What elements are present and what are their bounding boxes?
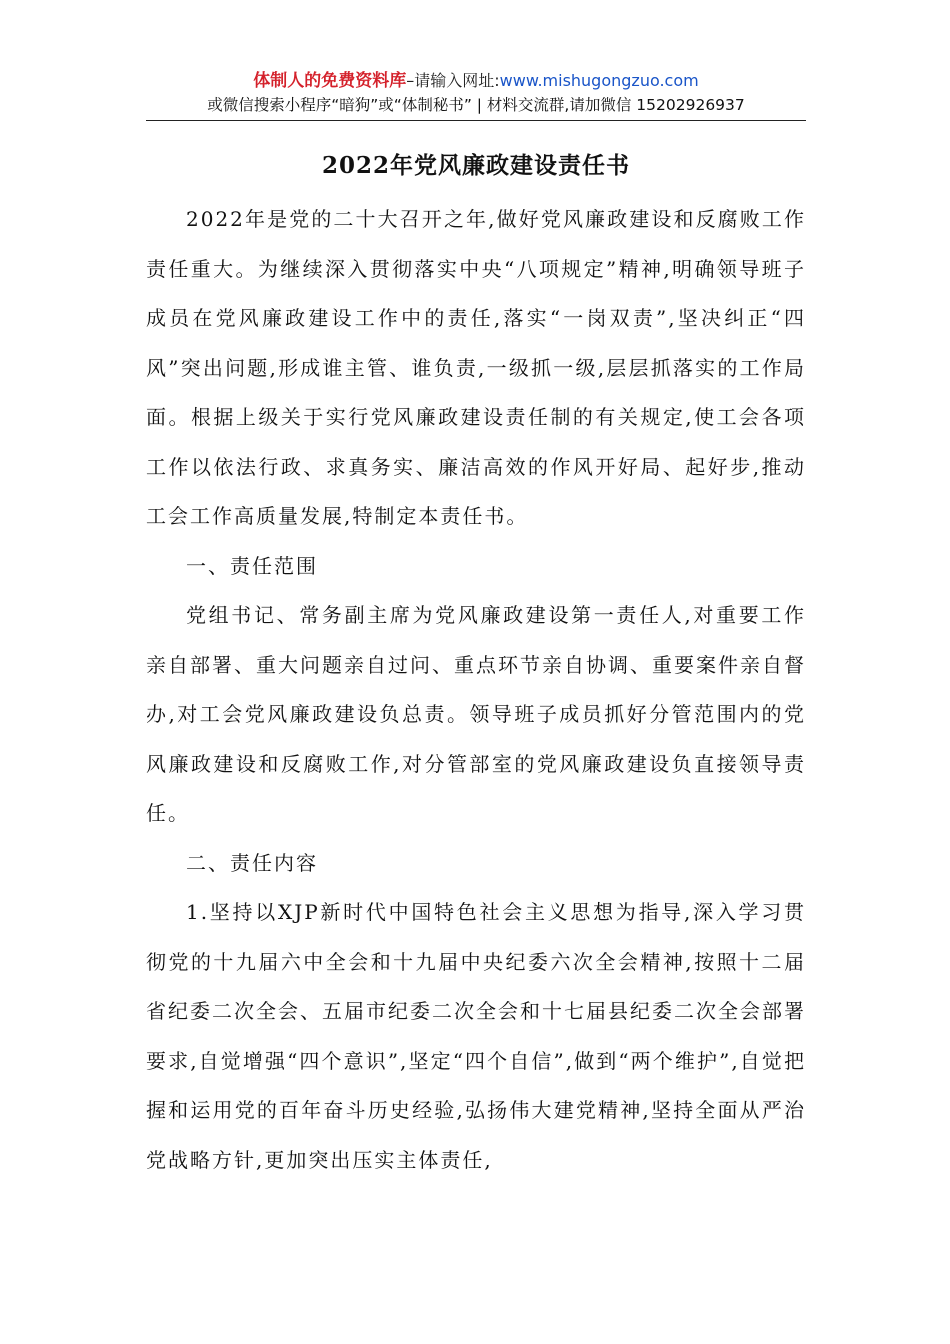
content-item-1-paragraph: 1.坚持以XJP新时代中国特色社会主义思想为指导,深入学习贯彻党的十九届六中全会和十九届中央纪委六次全会精神,按照十二届省纪委二次全会、五届市纪委二次全会和十七届县纪委二次全会部署要求,自觉增强“四个意识”,坚定“四个自信”,做到“两个维护”,自觉把握和运用党的百年奋斗历史经验,弘扬伟大建党精神,坚持全面从严治党战略方针,更加突出压实主体责任,	[146, 900, 806, 1172]
header-brand: 体制人的免费资料库	[253, 71, 407, 91]
section-heading-scope: 一、责任范围	[186, 553, 318, 578]
header-prompt: –请输入网址:	[406, 71, 500, 90]
page-header	[146, 68, 806, 121]
header-url-link[interactable]: www.mishugongzuo.com	[499, 71, 699, 90]
scope-paragraph: 党组书记、常务副主席为党风廉政建设第一责任人,对重要工作亲自部署、重大问题亲自过问、重点环节亲自协调、重要案件亲自督办,对工会党风廉政建设负总责。领导班子成员抓好分管范围内的党风廉政建设和反腐败工作,对分管部室的党风廉政建设负直接领导责任。	[146, 603, 806, 825]
document-body	[146, 195, 806, 1185]
section-heading-content: 二、责任内容	[186, 850, 318, 875]
header-banner	[146, 68, 806, 94]
intro-paragraph: 2022年是党的二十大召开之年,做好党风廉政建设和反腐败工作责任重大。为继续深入贯彻落实中央“八项规定”精神,明确领导班子成员在党风廉政建设工作中的责任,落实“一岗双责”,坚决纠正“四风”突出问题,形成谁主管、谁负责,一级抓一级,层层抓落实的工作局面。根据上级关于实行党风廉政建设责任制的有关规定,使工会各项工作以依法行政、求真务实、廉洁高效的作风开好局、起好步,推动工会工作高质量发展,特制定本责任书。	[146, 207, 806, 528]
header-contact-line: 或微信搜索小程序“暗狗”或“体制秘书” | 材料交流群,请加微信 15202926937	[207, 96, 745, 114]
document-title: 2022年党风廉政建设责任书	[321, 152, 630, 179]
